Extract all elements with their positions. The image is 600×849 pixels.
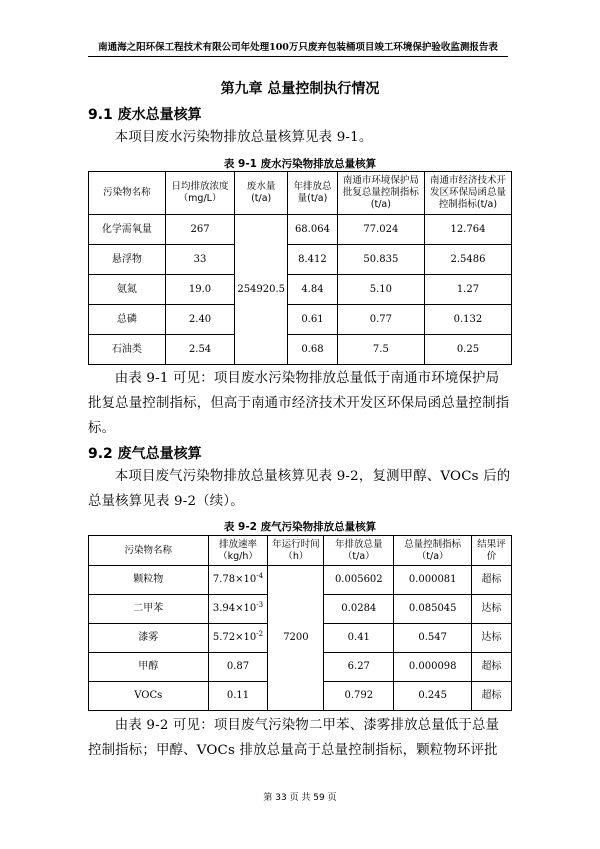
section-9-2-conclusion: 由表 9-2 可见：项目废气污染物二甲苯、漆雾排放总量低于总量控制指标；甲醇、VOCs 排放总量高于总量控制指标，颗粒物环评批 [88, 718, 500, 758]
table-row [89, 275, 512, 305]
pollutant-name: 颗粒物 [89, 566, 209, 595]
result-evaluation: 达标 [472, 595, 512, 624]
total-limit: 0.245 [394, 682, 472, 711]
table-9-2-caption: 表 9-2 废气污染物排放总量核算 [223, 521, 377, 533]
bureau-limit: 5.10 [337, 275, 424, 305]
zone-limit: 0.132 [424, 305, 511, 335]
section-9-2-intro: 本项目废气污染物排放总量核算见表 9-2，复测甲醇、VOCs 后的总量核算见表 9-2（续）。 [88, 469, 511, 509]
concentration: 2.54 [165, 335, 235, 365]
annual-total: 6.27 [324, 653, 394, 682]
pollutant-name: 化学需氧量 [89, 215, 166, 245]
water-volume: 254920.5 [235, 215, 288, 365]
pollutant-name: 甲醇 [89, 653, 209, 682]
result-evaluation: 超标 [472, 653, 512, 682]
bureau-limit: 50.835 [337, 245, 424, 275]
pollutant-name: 悬浮物 [89, 245, 166, 275]
section-9-1-title: 9.1 废水总量核算 [88, 107, 202, 123]
pollutant-name: 漆雾 [89, 624, 209, 653]
pollutant-name: 氨氮 [89, 275, 166, 305]
total-limit: 0.000081 [394, 566, 472, 595]
annual-total: 0.005602 [324, 566, 394, 595]
pollutant-name: 总磷 [89, 305, 166, 335]
annual-total: 4.84 [288, 275, 338, 305]
emission-rate: 0.11 [208, 682, 268, 711]
header-cell: 废水量(t/a) [235, 172, 288, 215]
total-limit: 0.547 [394, 624, 472, 653]
emission-rate: 0.87 [208, 653, 268, 682]
zone-limit: 2.5486 [424, 245, 511, 275]
concentration: 2.40 [165, 305, 235, 335]
table-9-1-caption: 表 9-1 废水污染物排放总量核算 [223, 158, 377, 170]
emission-rate: $7.78\times 10^{-4}$ [208, 566, 268, 595]
header-cell: 南通市经济技术开发区环保局函总量控制指标(t/a) [424, 172, 511, 215]
page-header: 南通海之阳环保工程技术有限公司年处理100万只废弃包装桶项目竣工环境保护验收监测报告表 [88, 39, 508, 57]
bureau-limit: 7.5 [337, 335, 424, 365]
table-row [89, 245, 512, 275]
total-limit: 0.000098 [394, 653, 472, 682]
zone-limit: 12.764 [424, 215, 511, 245]
result-evaluation: 超标 [472, 682, 512, 711]
header-cell: 排放速率（kg/h） [208, 536, 268, 566]
header-cell: 南通市环境保护局批复总量控制指标(t/a) [337, 172, 424, 215]
table-row [89, 215, 512, 245]
emission-rate: $3.94\times 10^{-3}$ [208, 595, 268, 624]
header-cell: 污染物名称 [89, 536, 209, 566]
result-evaluation: 达标 [472, 624, 512, 653]
concentration: 19.0 [165, 275, 235, 305]
concentration: 33 [165, 245, 235, 275]
zone-limit: 0.25 [424, 335, 511, 365]
emission-rate: $5.72\times 10^{-2}$ [208, 624, 268, 653]
total-limit: 0.085045 [394, 595, 472, 624]
concentration: 267 [165, 215, 235, 245]
header-cell: 年排放总量(t/a) [288, 172, 338, 215]
chapter-title: 第九章 总量控制执行情况 [220, 81, 380, 97]
annual-total: 0.0284 [324, 595, 394, 624]
annual-total: 0.41 [324, 624, 394, 653]
section-9-2-title: 9.2 废气总量核算 [88, 446, 202, 462]
header-cell: 污染物名称 [89, 172, 166, 215]
annual-total: 8.412 [288, 245, 338, 275]
table-header-row [89, 536, 512, 566]
table-header-row [89, 172, 512, 215]
zone-limit: 1.27 [424, 275, 511, 305]
operating-hours: 7200 [268, 566, 324, 711]
section-9-1-intro: 本项目废水污染物排放总量核算见表 9-1。 [114, 130, 373, 145]
table-row [89, 566, 512, 595]
result-evaluation: 超标 [472, 566, 512, 595]
header-cell: 年排放总量（t/a） [324, 536, 394, 566]
header-cell: 日均排放浓度（mg/L） [165, 172, 235, 215]
wastewater-table [88, 171, 512, 365]
bureau-limit: 77.024 [337, 215, 424, 245]
header-cell: 总量控制指标（t/a） [394, 536, 472, 566]
exhaust-gas-table [88, 535, 512, 711]
annual-total: 0.792 [324, 682, 394, 711]
section-9-1-conclusion: 由表 9-1 可见：项目废水污染物排放总量低于南通市环境保护局批复总量控制指标，但高于南通市经济技术开发区环保局函总量控制指标。 [88, 371, 510, 436]
pollutant-name: VOCs [89, 682, 209, 711]
table-row [89, 335, 512, 365]
header-cell: 年运行时间（h） [268, 536, 324, 566]
pollutant-name: 二甲苯 [89, 595, 209, 624]
annual-total: 0.68 [288, 335, 338, 365]
table-row [89, 305, 512, 335]
annual-total: 0.61 [288, 305, 338, 335]
annual-total: 68.064 [288, 215, 338, 245]
bureau-limit: 0.77 [337, 305, 424, 335]
header-cell: 结果评价 [472, 536, 512, 566]
pollutant-name: 石油类 [89, 335, 166, 365]
page-footer: 第 33 页 共 59 页 [263, 793, 337, 803]
